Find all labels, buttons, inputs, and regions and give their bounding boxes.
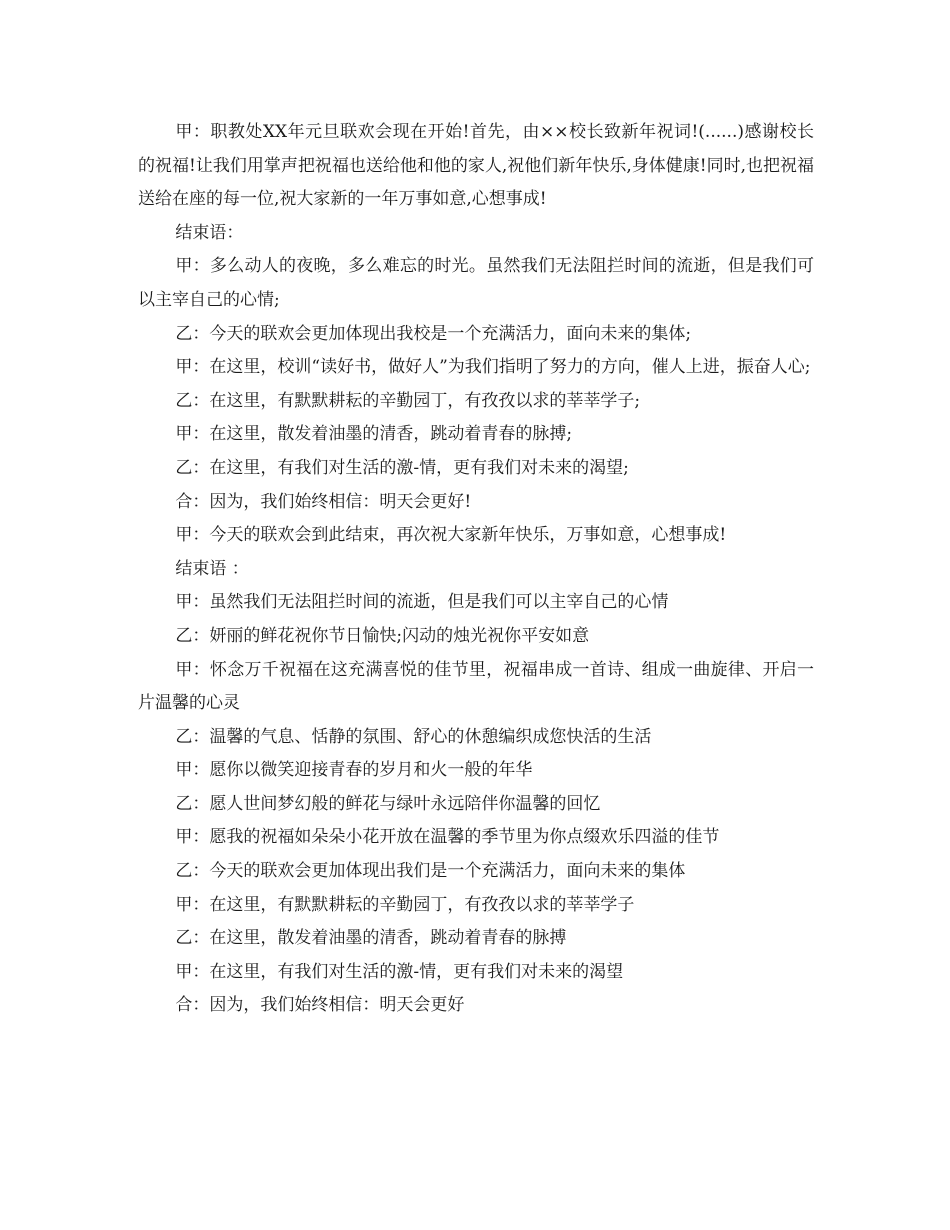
document-body [138, 116, 814, 1023]
paragraph: 乙：妍丽的鲜花祝你节日愉快;闪动的烛光祝你平安如意 [175, 625, 590, 646]
paragraph: 甲：怀念万千祝福在这充满喜悦的佳节里，祝福串成一首诗、组成一曲旋律、开启一片温馨的心灵 [138, 659, 814, 714]
paragraph: 甲：愿我的祝福如朵朵小花开放在温馨的季节里为你点缀欢乐四溢的佳节 [175, 827, 720, 848]
paragraph: 乙：在这里，散发着油墨的清香，跳动着青春的脉搏 [175, 928, 567, 949]
paragraph: 甲：在这里，有默默耕耘的辛勤园丁，有孜孜以求的莘莘学子 [175, 894, 635, 915]
section-heading-closing: 结束语： [175, 222, 244, 243]
section-heading-closing-2: 结束语 ： [175, 558, 249, 579]
paragraph: 乙：今天的联欢会更加体现出我们是一个充满活力，面向未来的集体 [175, 861, 686, 882]
paragraph-opening: 甲：职教处XX年元旦联欢会现在开始!首先，由××校长致新年祝词!(......)感谢校长的祝福!让我们用掌声把祝福也送给他和他的家人,祝他们新年快乐,身体健康!同时,也把祝福送给在座的每一位,祝大家新的一年万事如意,心想事成! [138, 122, 814, 210]
paragraph: 甲：虽然我们无法阻拦时间的流逝，但是我们可以主宰自己的心情 [175, 592, 669, 613]
paragraph: 甲：在这里，校训“读好书，做好人”为我们指明了努力的方向，催人上进，振奋人心; [175, 357, 811, 378]
paragraph: 甲：今天的联欢会到此结束，再次祝大家新年快乐，万事如意，心想事成! [175, 525, 727, 546]
paragraph: 乙：今天的联欢会更加体现出我校是一个充满活力，面向未来的集体; [175, 323, 692, 344]
paragraph: 乙：愿人世间梦幻般的鲜花与绿叶永远陪伴你温馨的回忆 [175, 793, 601, 814]
paragraph: 甲：愿你以微笑迎接青春的岁月和火一般的年华 [175, 760, 533, 781]
paragraph: 合：因为，我们始终相信：明天会更好 [175, 995, 465, 1016]
paragraph: 甲：多么动人的夜晚，多么难忘的时光。虽然我们无法阻拦时间的流逝，但是我们可以主宰自己的心情; [138, 256, 814, 310]
paragraph: 甲：在这里，有我们对生活的激-情，更有我们对未来的渴望 [175, 961, 624, 982]
paragraph: 甲：在这里，散发着油墨的清香，跳动着青春的脉搏; [175, 424, 573, 445]
paragraph: 乙：温馨的气息、恬静的氛围、舒心的休憩编织成您快活的生活 [175, 726, 652, 747]
paragraph: 乙：在这里，有默默耕耘的辛勤园丁，有孜孜以求的莘莘学子; [175, 390, 641, 411]
paragraph: 合：因为，我们始终相信：明天会更好! [175, 491, 472, 512]
paragraph: 乙：在这里，有我们对生活的激-情，更有我们对未来的渴望; [175, 457, 629, 478]
